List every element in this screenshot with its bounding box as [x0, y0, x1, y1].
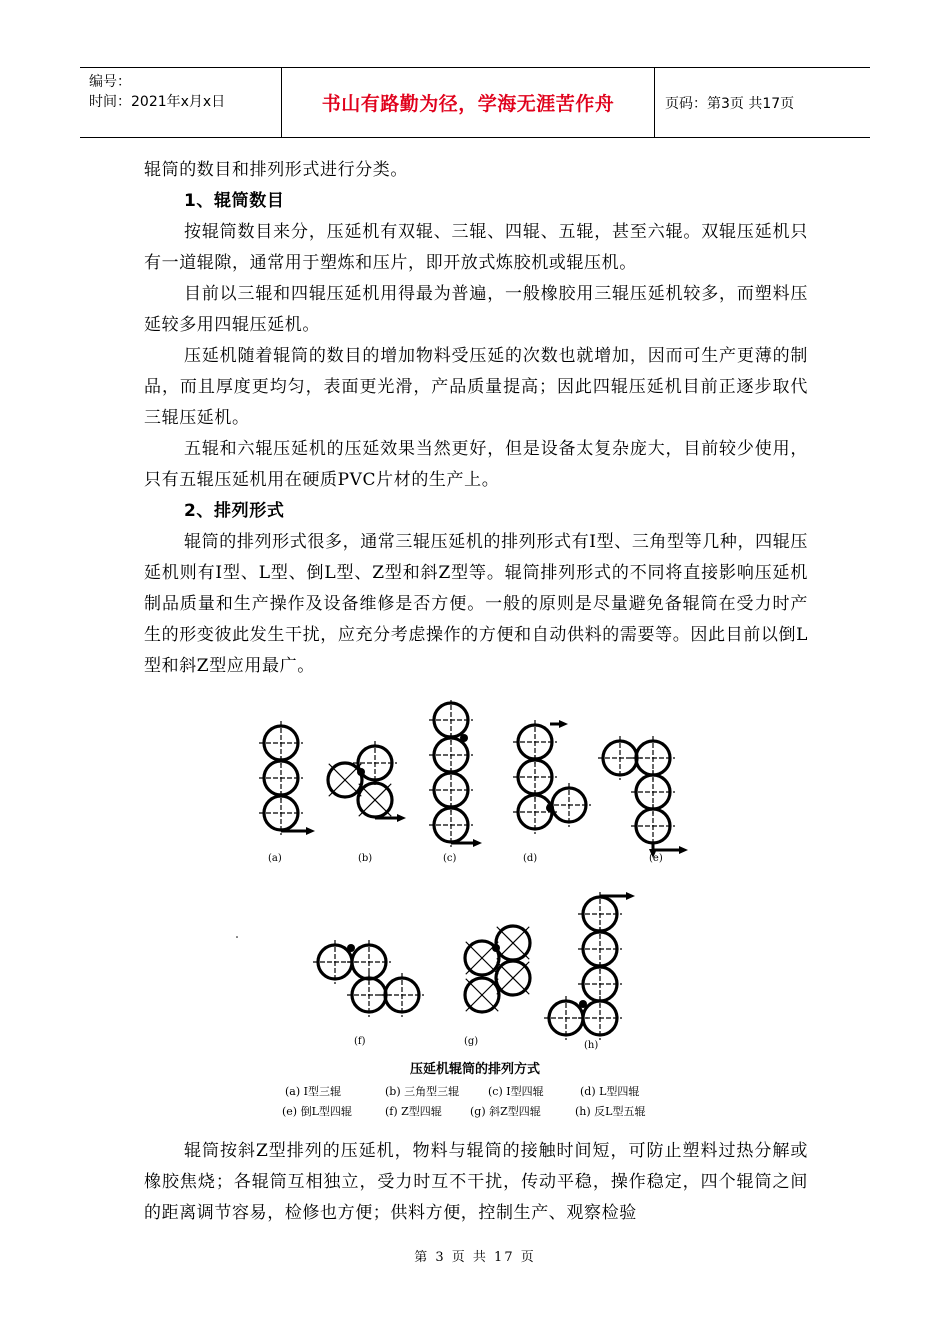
- sublabel-h: (h): [584, 1040, 599, 1051]
- sublabel-e: (e): [649, 853, 663, 864]
- section-heading-arrangement: 2、排列形式: [184, 501, 285, 521]
- page-footer: 第 3 页 共 17 页: [414, 1250, 536, 1265]
- legend-h: (h) 反L型五辊: [575, 1105, 646, 1118]
- paragraph: 压延机随着辊筒的数目的增加物料受压延的次数也就增加，因而可生产更薄的制品，而且厚度更均匀，表面更光滑，产品质量提高；因此四辊压延机目前正逐步取代三辊压延机。: [144, 346, 808, 428]
- header-page-number: 页码：第3页 共17页: [665, 95, 795, 112]
- figure-caption: 压延机辊筒的排列方式: [409, 1062, 540, 1077]
- paragraph: 按辊筒数目来分，压延机有双辊、三辊、四辊、五辊，甚至六辊。双辊压延机只有一道辊隙，通常用于塑炼和压片，即开放式炼胶机或辊压机。: [144, 222, 808, 273]
- roller-arrangement-figure: [230, 700, 720, 1120]
- paragraph: 五辊和六辊压延机的压延效果当然更好，但是设备太复杂庞大，目前较少使用，只有五辊压延机用在硬质PVC片材的生产上。: [144, 439, 808, 490]
- body-text: [144, 155, 808, 682]
- arrow-icon: [559, 720, 568, 728]
- header-motto: 书山有路勤为径，学海无涯苦作舟: [282, 68, 655, 137]
- material-feed-mark: [347, 944, 355, 952]
- sublabel-b: (b): [358, 853, 373, 864]
- legend-b: (b) 三角型三辊: [385, 1085, 460, 1098]
- legend-c: (c) Ⅰ型四辊: [488, 1085, 544, 1098]
- paragraph: 目前以三辊和四辊压延机用得最为普遍，一般橡胶用三辊压延机较多，而塑料压延较多用四辊压延机。: [144, 284, 808, 335]
- header-meta: [80, 68, 282, 137]
- material-feed-mark: [546, 804, 554, 812]
- arrow-icon: [473, 839, 482, 847]
- legend-a: (a) Ⅰ型三辊: [285, 1085, 341, 1098]
- arrow-icon: [626, 892, 635, 900]
- arrow-icon: [397, 814, 406, 822]
- sublabel-c: (c): [443, 853, 457, 864]
- material-feed-mark: [460, 734, 468, 742]
- sublabel-f: (f): [354, 1036, 366, 1047]
- sublabel-g: (g): [464, 1036, 479, 1047]
- paragraph-intro: 辊筒的数目和排列形式进行分类。: [144, 160, 408, 180]
- legend-d: (d) L型四辊: [580, 1085, 640, 1098]
- section-heading-roller-count: 1、辊筒数目: [184, 191, 285, 211]
- paragraph: 辊筒按斜Z型排列的压延机，物料与辊筒的接触时间短，可防止塑料过热分解或橡胶焦烧；各辊筒互相独立，受力时互不干扰，传动平稳，操作稳定，四个辊筒之间的距离调节容易，检修也方便；供料方便，控制生产、观察检验: [144, 1141, 808, 1223]
- arrow-icon: [306, 827, 315, 835]
- sublabel-a: (a): [268, 853, 282, 864]
- document-header: [80, 67, 870, 138]
- material-feed-mark: [492, 944, 500, 952]
- body-text-continued: [144, 1136, 808, 1229]
- legend-f: (f) Z型四辊: [385, 1105, 442, 1118]
- arrow-icon: [679, 846, 688, 854]
- document-code-label: 编号：: [89, 74, 131, 90]
- sublabel-d: (d): [523, 853, 538, 864]
- material-feed-mark: [357, 768, 365, 776]
- legend-e: (e) 倒L型四辊: [282, 1105, 352, 1118]
- paragraph: 辊筒的排列形式很多，通常三辊压延机的排列形式有I型、三角型等几种，四辊压延机则有I型、L型、倒L型、Z型和斜Z型等。辊筒排列形式的不同将直接影响压延机制品质量和生产操作及设备维修是否方便。一般的原则是尽量避免备辊筒在受力时产生的形变彼此发生干扰，应充分考虑操作的方便和自动供料的需要等。因此目前以倒L型和斜Z型应用最广。: [144, 532, 808, 676]
- legend-g: (g) 斜Z型四辊: [470, 1105, 541, 1118]
- document-date: 时间：2021年x月x日: [89, 94, 226, 110]
- roller-diagrams: [230, 700, 720, 1050]
- material-feed-mark: [579, 1000, 587, 1008]
